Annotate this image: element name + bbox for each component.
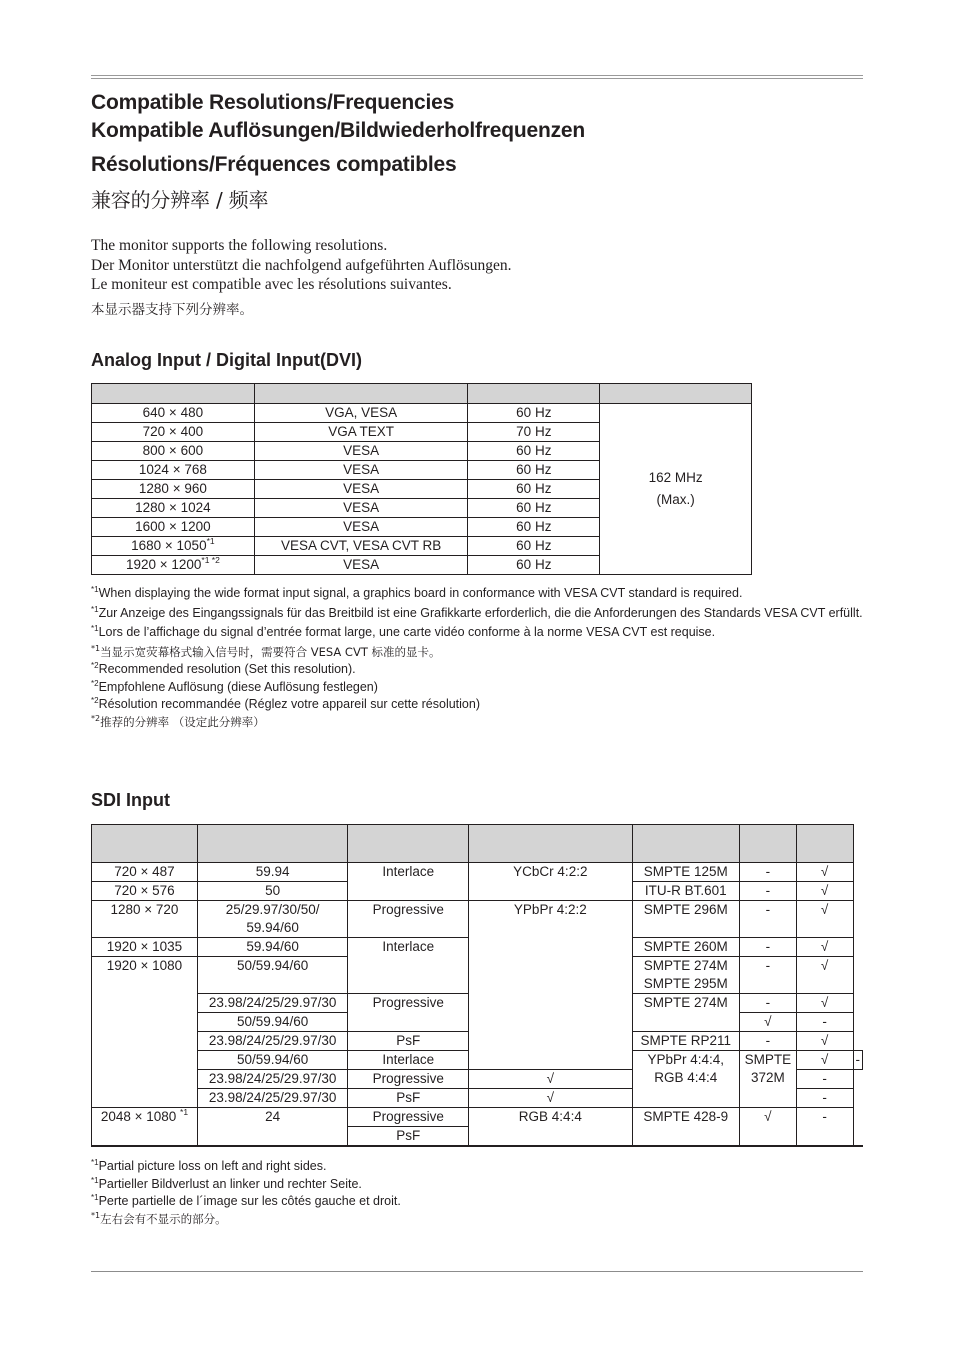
footnote: $^{*1}$Perte partielle de l´image sur les côtés gauche et droit. (91, 1193, 401, 1208)
header-cell (796, 825, 853, 863)
resolution-cell: 720 × 487 (92, 863, 198, 882)
support-b-cell: √ (796, 938, 853, 957)
frequency-cell: 60 Hz (468, 499, 600, 518)
footnote: $^{*1}$左右会有不显示的部分。 (91, 1210, 227, 1226)
support-b-cell: √ (796, 1032, 853, 1051)
frame-rate-cell: 23.98/24/25/29.97/30 (197, 1089, 347, 1108)
frame-rate-cell: 50/59.94/60 (197, 1013, 347, 1032)
support-b-cell: - (853, 1051, 863, 1070)
support-b-cell: - (796, 1013, 853, 1032)
standard-cell: VGA, VESA (254, 404, 468, 423)
color-format-cell: RGB 4:4:4 (469, 1108, 633, 1147)
resolution-cell: 1600 × 1200 (92, 518, 255, 537)
top-rule (91, 75, 863, 79)
scan-cell: Progressive (348, 1108, 469, 1127)
support-a-cell: √ (739, 1108, 796, 1147)
table-row (92, 901, 863, 938)
support-a-cell: - (739, 863, 796, 882)
support-a-cell: √ (796, 1051, 853, 1070)
frame-rate-cell: 23.98/24/25/29.97/30 (197, 1032, 347, 1051)
frame-rate-cell: 25/29.97/30/50/ 59.94/60 (197, 901, 347, 938)
dot-clock-value: 162 MHz (648, 470, 703, 485)
frame-rate-cell: 50 (197, 882, 347, 901)
frequency-cell: 60 Hz (468, 442, 600, 461)
color-format-cell: YPbPr 4:2:2 (469, 901, 633, 1070)
table-header-row (92, 825, 863, 863)
scan-cell: PsF (348, 1127, 469, 1147)
resolution-cell: 1280 × 960 (92, 480, 255, 499)
standard-cell: SMPTE 274M (632, 994, 739, 1032)
page-titles (91, 89, 871, 215)
frame-rate-cell: 59.94 (197, 863, 347, 882)
header-cell (197, 825, 347, 863)
frame-rate-cell: 24 (197, 1108, 347, 1147)
scan-cell: Interlace (348, 938, 469, 994)
header-cell (469, 825, 633, 863)
frequency-cell: 60 Hz (468, 556, 600, 575)
header-cell (92, 825, 198, 863)
title-en: Compatible Resolutions/Frequencies (91, 91, 455, 114)
scan-cell: Progressive (348, 901, 469, 938)
resolution-cell: 720 × 576 (92, 882, 198, 901)
support-a-cell: - (739, 938, 796, 957)
support-b-cell: √ (796, 957, 853, 994)
support-b-cell: √ (796, 901, 853, 938)
intro-en: The monitor supports the following resolutions. (91, 237, 388, 254)
color-format-cell: YCbCr 4:2:2 (469, 863, 633, 901)
resolution-cell: 1024 × 768 (92, 461, 255, 480)
support-a-cell: - (739, 1032, 796, 1051)
table-row (92, 863, 863, 882)
intro-text (91, 236, 871, 320)
footnote: $^{*1}$Zur Anzeige des Eingangssignals für das Breitbild ist eine Grafikkarte erforderlich, die die Anforderungen des Standards VESA CVT erfüllt. (91, 604, 863, 620)
footnote: $^{*1}$当显示宽荧幕格式输入信号时，需要符合 VESA CVT 标准的显卡。 (91, 643, 441, 659)
sdi-footnotes (91, 1158, 866, 1228)
frame-rate-cell: 59.94/60 (197, 938, 347, 957)
analog-resolution-table (91, 383, 752, 575)
standard-cell: SMPTE 372M (739, 1051, 796, 1108)
support-b-cell: - (796, 1089, 853, 1108)
support-a-cell: - (739, 957, 796, 994)
footnote-mark: *1 *2 (201, 555, 220, 565)
scan-cell: PsF (348, 1032, 469, 1051)
support-a-cell: - (739, 994, 796, 1013)
frequency-cell: 60 Hz (468, 518, 600, 537)
title-de: Kompatible Auflösungen/Bildwiederholfrequenzen (91, 119, 586, 142)
support-a-cell: √ (469, 1070, 633, 1089)
footnote: $^{*1}$Partieller Bildverlust an linker und rechter Seite. (91, 1175, 362, 1191)
resolution-cell: 1280 × 1024 (92, 499, 255, 518)
resolution-cell: 640 × 480 (92, 404, 255, 423)
resolution-cell: 1280 × 720 (92, 901, 198, 938)
analog-footnotes (91, 585, 866, 731)
header-cell (632, 825, 739, 863)
table-row (92, 1108, 863, 1127)
frequency-cell: 70 Hz (468, 423, 600, 442)
table-header-row (92, 384, 752, 404)
standard-cell: VESA CVT, VESA CVT RB (254, 537, 468, 556)
standard-cell: SMPTE 125M (632, 863, 739, 882)
resolution-cell: 1920 × 1080 (92, 957, 198, 1108)
frame-rate-cell: 50/59.94/60 (197, 957, 347, 994)
standard-cell: VESA (254, 499, 468, 518)
resolution-cell: 720 × 400 (92, 423, 255, 442)
resolution-cell: $1680 \times 1050^{*1}$ (92, 537, 255, 556)
dot-clock-cell (600, 404, 752, 575)
scan-cell: Interlace (348, 863, 469, 901)
standard-cell: VESA (254, 556, 468, 575)
standard-cell: VESA (254, 461, 468, 480)
support-a-cell: √ (739, 1013, 796, 1032)
scan-cell: Progressive (348, 1070, 469, 1089)
footnote-mark: *1 (180, 1107, 189, 1117)
scan-cell: Progressive (348, 994, 469, 1032)
title-fr: Résolutions/Fréquences compatibles (91, 153, 457, 176)
header-cell (92, 384, 255, 404)
frame-rate-cell: 50/59.94/60 (197, 1051, 347, 1070)
standard-cell: SMPTE 260M (632, 938, 739, 957)
standard-cell: SMPTE RP211 (632, 1032, 739, 1051)
support-b-cell: √ (796, 882, 853, 901)
standard-cell: VESA (254, 480, 468, 499)
resolution-cell: $1920 \times 1200^{*1 *2}$ (92, 556, 255, 575)
frame-rate-cell: 23.98/24/25/29.97/30 (197, 994, 347, 1013)
header-cell (468, 384, 600, 404)
standard-cell: VESA (254, 442, 468, 461)
dot-clock-max: (Max.) (656, 492, 695, 507)
header-cell (348, 825, 469, 863)
header-cell (254, 384, 468, 404)
footnote: $^{*1}$Lors de l’affichage du signal d’entrée format large, une carte vidéo conforme à la norme VESA CVT est requise. (91, 624, 716, 639)
title-zh: 兼容的分辨率 / 频率 (91, 188, 269, 212)
bottom-rule (91, 1271, 863, 1272)
header-cell (600, 384, 752, 404)
footnote: $^{*1}$When displaying the wide format input signal, a graphics board in conformance with VESA CVT standard is required. (91, 585, 743, 600)
header-cell (739, 825, 796, 863)
frequency-cell: 60 Hz (468, 537, 600, 556)
support-b-cell: √ (796, 863, 853, 882)
scan-cell: Interlace (348, 1051, 469, 1070)
sdi-heading: SDI Input (91, 790, 170, 810)
support-b-cell: - (796, 1070, 853, 1089)
scan-cell: PsF (348, 1089, 469, 1108)
standard-cell: SMPTE 428-9 (632, 1108, 739, 1147)
resolution-cell: 800 × 600 (92, 442, 255, 461)
frequency-cell: 60 Hz (468, 480, 600, 499)
footnote: $^{*1}$Partial picture loss on left and right sides. (91, 1158, 327, 1173)
footnote: $^{*2}$Recommended resolution (Set this resolution). (91, 661, 356, 676)
standard-cell: SMPTE 274M SMPTE 295M (632, 957, 739, 994)
standard-cell: VGA TEXT (254, 423, 468, 442)
footnote: $^{*2}$Empfohlene Auflösung (diese Auflösung festlegen) (91, 678, 378, 694)
table-row (92, 404, 752, 423)
sdi-format-table (91, 824, 863, 1147)
support-a-cell: √ (469, 1089, 633, 1108)
frame-rate-cell: 23.98/24/25/29.97/30 (197, 1070, 347, 1089)
resolution-cell: 2048 × 1080 $^{*1}$ (92, 1108, 198, 1147)
frequency-cell: 60 Hz (468, 404, 600, 423)
support-a-cell: - (739, 882, 796, 901)
footnote: $^{*2}$Résolution recommandée (Réglez votre appareil sur cette résolution) (91, 696, 481, 711)
standard-cell: VESA (254, 518, 468, 537)
analog-heading: Analog Input / Digital Input(DVI) (91, 350, 362, 370)
standard-cell: SMPTE 296M (632, 901, 739, 938)
support-a-cell: - (739, 901, 796, 938)
color-format-cell: YPbPr 4:4:4, RGB 4:4:4 (632, 1051, 739, 1108)
resolution-cell: 1920 × 1035 (92, 938, 198, 957)
support-b-cell: - (796, 1108, 853, 1147)
intro-fr: Le moniteur est compatible avec les résolutions suivantes. (91, 276, 452, 293)
intro-zh: 本显示器支持下列分辨率。 (91, 301, 253, 318)
standard-cell: ITU-R BT.601 (632, 882, 739, 901)
support-b-cell: √ (796, 994, 853, 1013)
intro-de: Der Monitor unterstützt die nachfolgend aufgeführten Auflösungen. (91, 256, 512, 274)
frequency-cell: 60 Hz (468, 461, 600, 480)
footnote-mark: *1 (206, 536, 215, 546)
footnote: $^{*2}$推荐的分辨率 （设定此分辨率） (91, 713, 265, 729)
